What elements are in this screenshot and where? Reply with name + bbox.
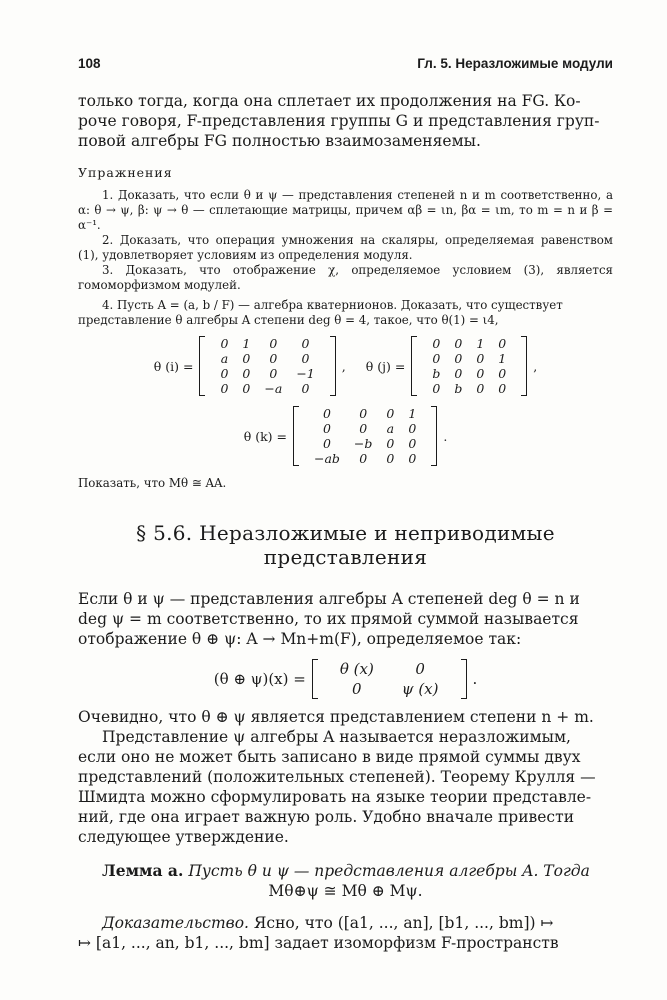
- exercises-heading: Упражнения: [78, 165, 173, 180]
- theta-i-label: θ (i) =: [153, 358, 194, 374]
- paragraph-line: ний, где она играет важную роль. Удобно вначале привести: [78, 808, 575, 826]
- exercise-4-line2: представление θ алгебры A степени deg θ = 4, такое, что θ(1) = ι4,: [78, 313, 499, 327]
- exercise-4-show: Показать, что Mθ ≅ AA.: [78, 476, 227, 490]
- running-title: Гл. 5. Неразложимые модули: [417, 56, 613, 71]
- paragraph-line: Если θ и ψ — представления алгебры A степеней deg θ = n и: [78, 590, 580, 608]
- exercise-4-line1: 4. Пусть A = (a, b / F) — алгебра кватернионов. Доказать, что существует: [102, 298, 563, 312]
- formula-lhs: (θ ⊕ ψ)(x) =: [213, 670, 306, 688]
- paragraph-indecomposable: [78, 727, 613, 847]
- paragraph-line: если оно не может быть записано в виде прямой суммы двух: [78, 748, 581, 766]
- exercise-3: 3. Доказать, что отображение χ, определяемое условием (3), является гомоморфизмом модулей.: [78, 263, 613, 292]
- intro-line: только тогда, когда она сплетает их продолжения на FG. Ко-: [78, 92, 581, 110]
- theta-i-matrix: 0 1 0 0 a 0 0 0 0 0 0 −1 0 0 −a 0: [220, 336, 315, 396]
- proof-label: Доказательство.: [102, 914, 249, 932]
- lemma-text: Пусть θ и ψ — представления алгебры A. Тогда: [188, 862, 590, 880]
- proof-text: Ясно, что ([a1, ..., an], [b1, ..., bm]) ↦: [253, 914, 554, 932]
- paragraph-line: Представление ψ алгебры A называется неразложимым,: [102, 728, 571, 746]
- paragraph-obvious: Очевидно, что θ ⊕ ψ является представлением степени n + m.: [78, 708, 594, 726]
- paragraph-line: Шмидта можно сформулировать на языке теории представле-: [78, 788, 592, 806]
- theta-k-matrix-row: θ (k) = 0 0 0 1 0 0 a 0 0 −b 0 0 −ab 0 0 0 .: [243, 406, 448, 466]
- section-title: § 5.6. Неразложимые и неприводимые представления: [136, 521, 555, 569]
- theta-k-matrix: 0 0 0 1 0 0 a 0 0 −b 0 0 −ab 0 0 0: [313, 406, 417, 466]
- intro-line: роче говоря, F-представления группы G и представления груп-: [78, 112, 600, 130]
- paragraph-line: deg ψ = m соответственно, то их прямой суммой называется: [78, 610, 579, 628]
- lemma-formula: Mθ⊕ψ ≅ Mθ ⊕ Mψ.: [268, 882, 423, 900]
- lemma-statement: [78, 861, 613, 881]
- intro-line: повой алгебры FG полностью взаимозаменяемы.: [78, 132, 481, 150]
- paragraph-line: следующее утверждение.: [78, 828, 289, 846]
- direct-sum-formula: (θ ⊕ ψ)(x) = θ (x) 0 0 ψ (x) .: [213, 660, 478, 698]
- lemma-label: Лемма а.: [102, 861, 184, 880]
- intro-paragraph: [78, 91, 613, 151]
- book-page: [78, 56, 613, 953]
- exercise-2: 2. Доказать, что операция умножения на скаляры, определяемая равенством (1), удовлетворяет условиям из определения модуля.: [78, 233, 613, 262]
- theta-j-label: θ (j) =: [365, 358, 406, 374]
- page-header: [78, 56, 613, 71]
- paragraph-line: представлений (положительных степеней). Теорему Крулля —: [78, 768, 596, 786]
- theta-ij-matrices: θ (i) = 0 1 0 0 a 0 0 0 0 0 0 −1 0 0 −a 0 , θ (j) = 0 0 1 0 0 0 0 1 b 0 0 0 0 b 0 0 ,: [153, 336, 538, 396]
- paragraph-line: отображение θ ⊕ ψ: A → Mn+m(F), определяемое так:: [78, 630, 522, 648]
- proof-line-2: ↦ [a1, ..., an, b1, ..., bm] задает изоморфизм F-пространств: [78, 934, 559, 952]
- block-matrix: θ (x) 0 0 ψ (x): [339, 660, 439, 698]
- theta-j-matrix: 0 0 1 0 0 0 0 1 b 0 0 0 0 b 0 0: [432, 336, 507, 396]
- paragraph-direct-sum: [78, 589, 613, 649]
- exercise-1: 1. Доказать, что если θ и ψ — представления степеней n и m соответственно, а α: θ → ψ, β: ψ → θ — сплетающие матрицы, причем αβ = ιn, βα = ιm, то m = n и β = α⁻¹.: [78, 188, 613, 232]
- page-number: 108: [78, 56, 101, 71]
- proof-line-1: [78, 913, 613, 933]
- theta-k-label: θ (k) =: [243, 428, 287, 444]
